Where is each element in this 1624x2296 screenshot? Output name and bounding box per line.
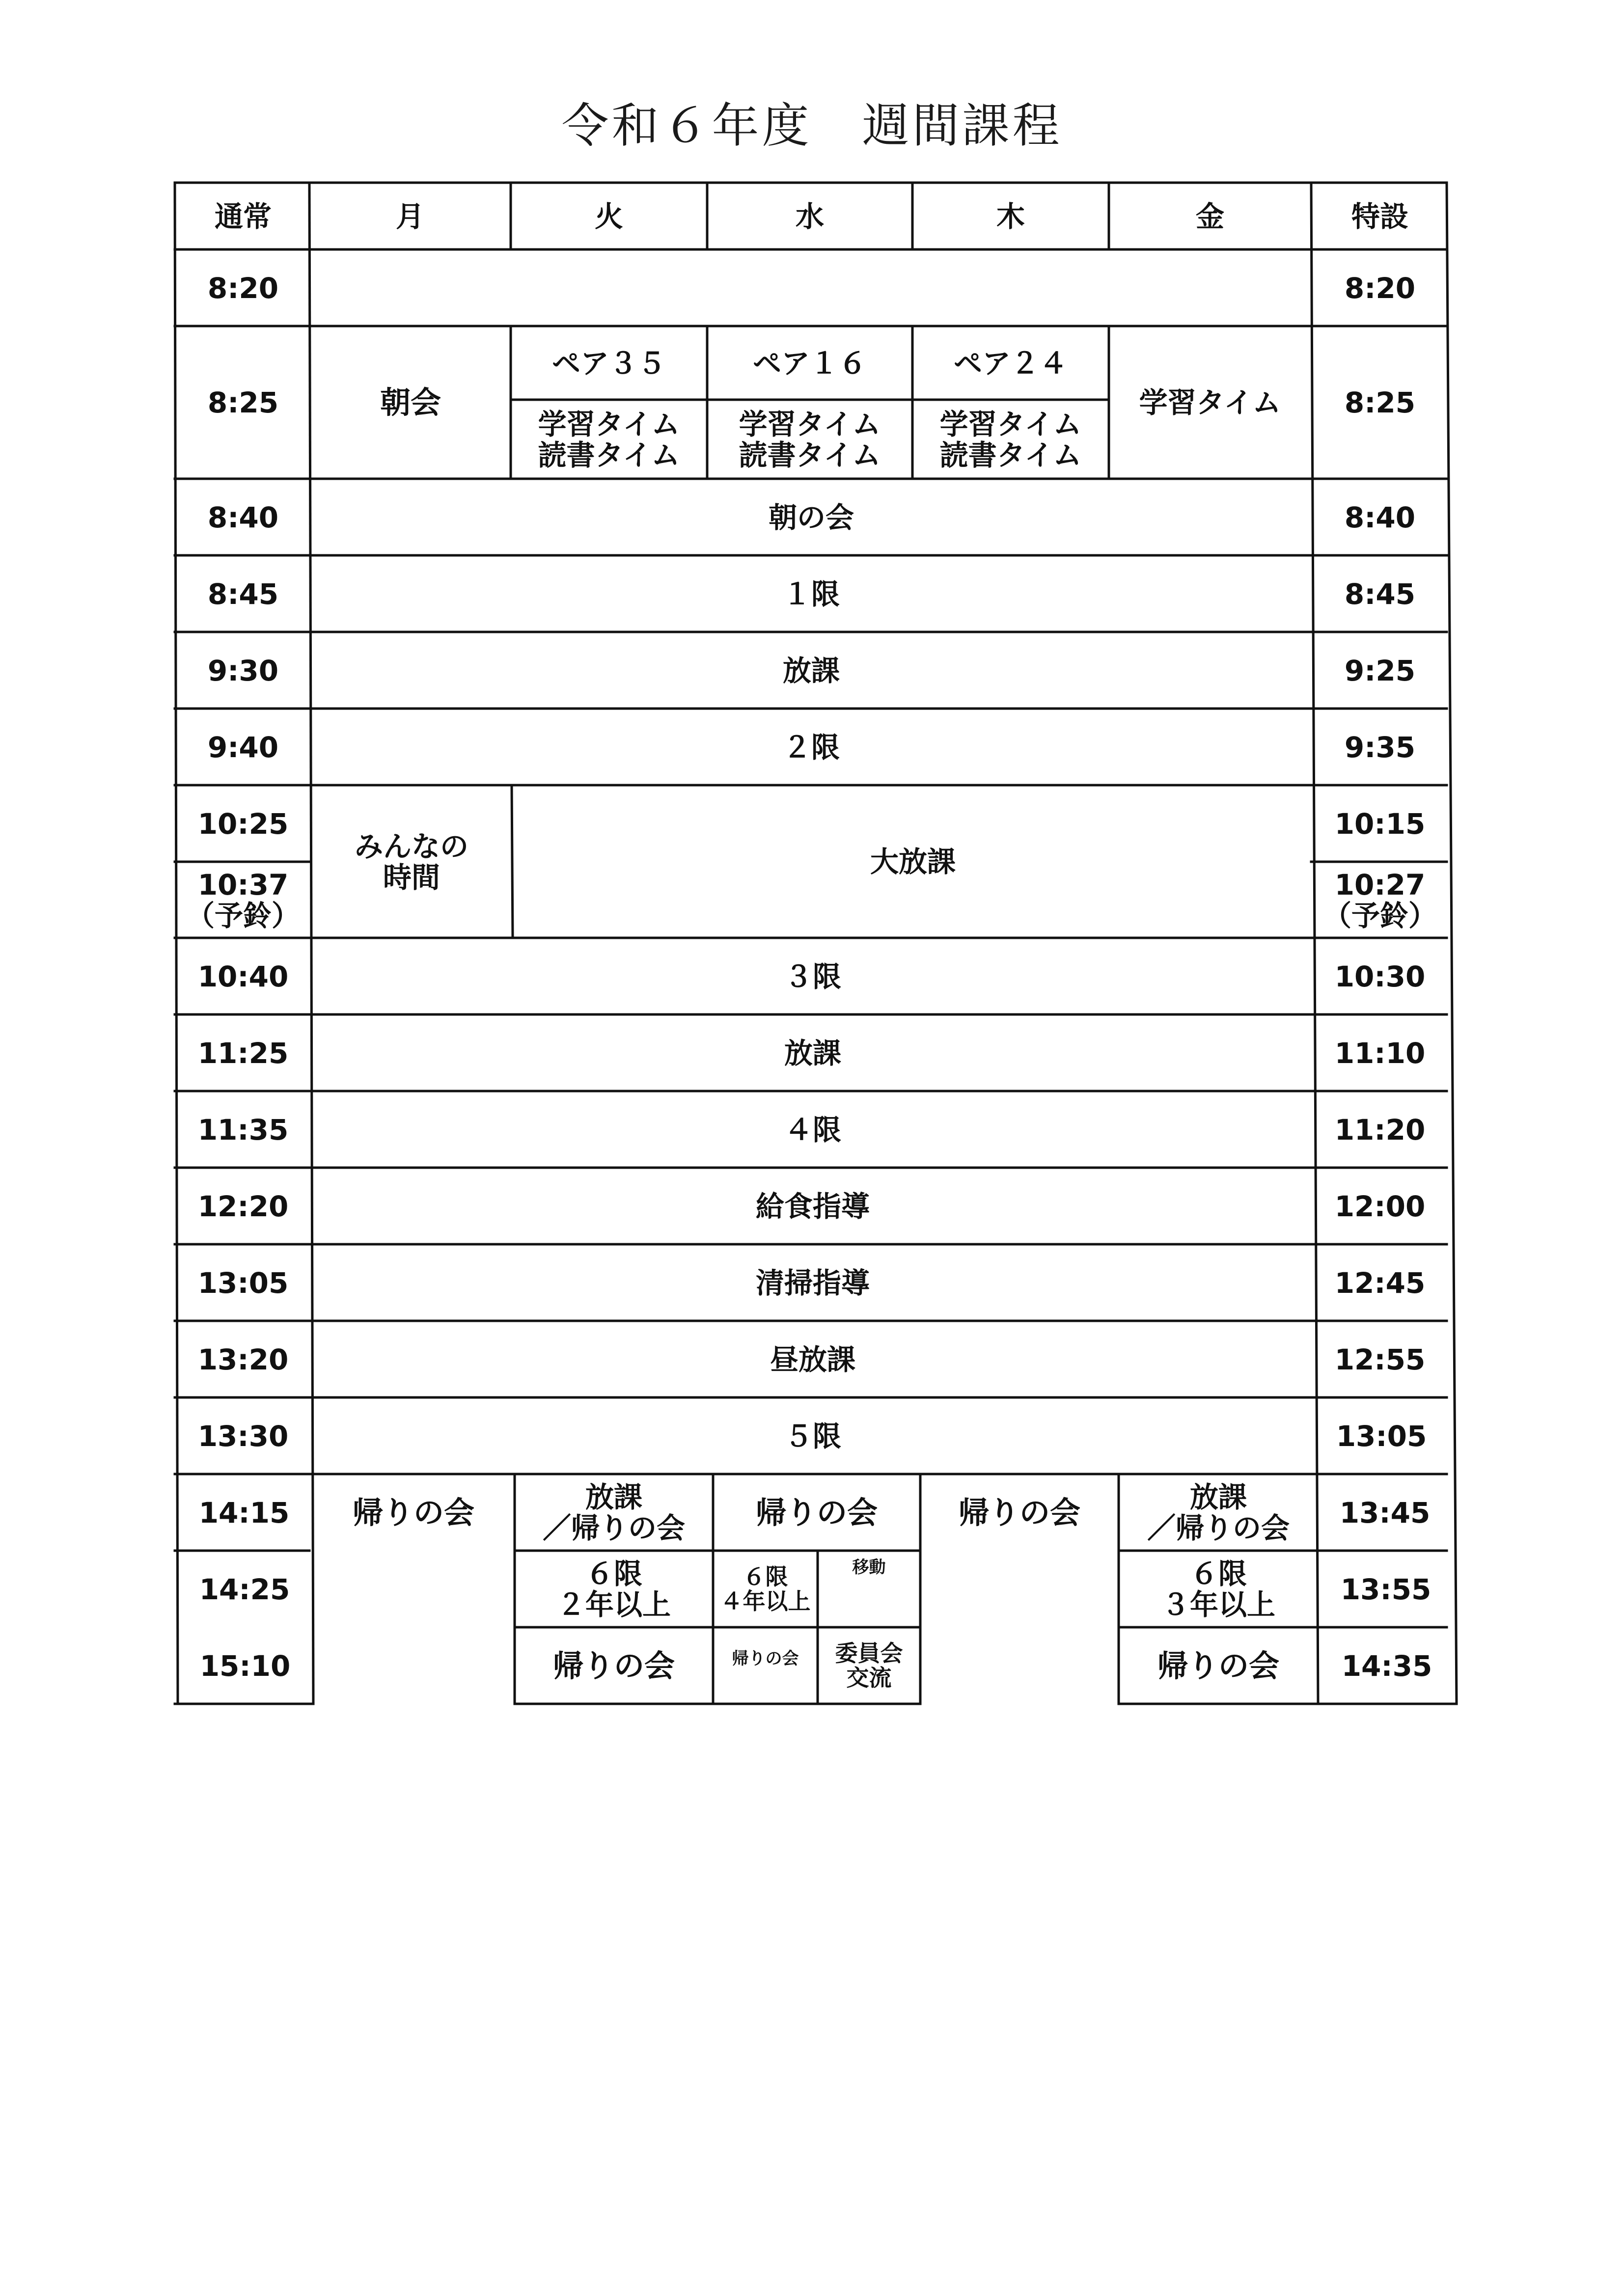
- time-special: 12:00: [1334, 1189, 1426, 1223]
- row-period-2: ２限: [782, 730, 840, 764]
- prebell-label: （予鈴）: [1322, 899, 1437, 932]
- time-regular: 8:20: [207, 271, 279, 305]
- time-special: 11:10: [1334, 1036, 1426, 1070]
- time-special: 9:25: [1344, 654, 1416, 687]
- time-special: 10:15: [1334, 807, 1426, 841]
- slash-homeroom-label: ／帰りの会: [1147, 1511, 1290, 1545]
- time-special: 9:35: [1344, 730, 1416, 764]
- wed-study-reading: [708, 401, 911, 479]
- mon-morning-assembly: 朝会: [380, 384, 441, 421]
- everyone-time-line2: 時間: [383, 860, 440, 894]
- break-label: 放課: [1189, 1480, 1247, 1514]
- time-regular: 13:05: [197, 1266, 289, 1300]
- time-regular-prebell: [177, 863, 309, 938]
- pair-24: ペア２４: [953, 346, 1068, 380]
- row-lunch-guidance: 給食指導: [755, 1189, 870, 1223]
- time-regular: 8:45: [207, 577, 279, 611]
- time-regular: 13:20: [197, 1342, 289, 1376]
- thu-homeroom-end: 帰りの会: [958, 1494, 1080, 1531]
- header-day-mon: 月: [395, 199, 424, 233]
- header-day-fri: 金: [1195, 199, 1224, 233]
- time-regular: 12:20: [197, 1189, 289, 1223]
- time-regular: 8:25: [207, 386, 279, 420]
- time-value: 10:27: [1334, 868, 1426, 902]
- row-morning-meeting: 朝の会: [768, 500, 854, 534]
- time-special: 13:45: [1339, 1496, 1431, 1530]
- period-6-label: ６限: [743, 1563, 788, 1590]
- time-regular: 13:30: [197, 1419, 289, 1453]
- grade-label: ３年以上: [1161, 1588, 1275, 1621]
- time-value: 10:37: [197, 868, 289, 902]
- mon-homeroom-end: 帰りの会: [352, 1494, 474, 1531]
- time-special: 11:20: [1334, 1113, 1426, 1147]
- tue-break-homeroom: [516, 1475, 712, 1551]
- wed-period-6: [714, 1552, 817, 1627]
- row-break-3: 放課: [784, 1036, 841, 1070]
- row-cleaning-guidance: 清掃指導: [755, 1266, 870, 1300]
- row-period-4: ４限: [784, 1113, 841, 1147]
- time-special: 8:40: [1344, 500, 1416, 534]
- row-big-break: 大放課: [870, 845, 956, 879]
- time-regular: 10:25: [197, 807, 289, 841]
- mon-everyone-time: [311, 786, 512, 938]
- header-day-wed: 水: [795, 199, 824, 233]
- time-regular: 14:15: [198, 1496, 290, 1530]
- time-special: 12:45: [1334, 1266, 1426, 1300]
- time-regular: 9:30: [207, 654, 279, 687]
- time-regular: 9:40: [207, 730, 279, 764]
- pair-35: ペア３５: [551, 346, 666, 380]
- time-regular: 11:25: [197, 1036, 289, 1070]
- row-period-5: ５限: [784, 1419, 841, 1453]
- time-regular: 11:35: [197, 1113, 289, 1147]
- study-time-label: 学習タイム: [939, 407, 1082, 441]
- slash-homeroom-label: ／帰りの会: [542, 1511, 685, 1545]
- study-time-label: 学習タイム: [739, 407, 881, 441]
- row-period-3: ３限: [784, 959, 841, 993]
- page-title: 令和６年度 週間課程: [561, 98, 1063, 153]
- study-time-label: 学習タイム: [538, 407, 680, 441]
- wed-homeroom-end: 帰りの会: [755, 1494, 878, 1531]
- time-regular: 10:40: [197, 959, 289, 993]
- tue-homeroom-end: 帰りの会: [552, 1647, 675, 1684]
- grade-label: ４年以上: [720, 1588, 811, 1614]
- fri-period-6: [1120, 1552, 1317, 1627]
- reading-time-label: 読書タイム: [739, 438, 881, 472]
- time-special: 8:20: [1344, 271, 1416, 305]
- prebell-label: （予鈴）: [186, 899, 300, 932]
- tue-study-reading: [512, 401, 706, 479]
- tue-period-6: [516, 1552, 712, 1627]
- header-special: 特設: [1351, 199, 1408, 233]
- time-special: 13:05: [1336, 1419, 1427, 1453]
- time-special: 13:55: [1340, 1572, 1431, 1606]
- grade-label: ２年以上: [556, 1588, 671, 1621]
- time-special: 8:25: [1344, 386, 1416, 420]
- break-label: 放課: [585, 1480, 642, 1514]
- time-special: 8:45: [1344, 577, 1416, 611]
- period-6-label: ６限: [1189, 1557, 1247, 1591]
- period-6-label: ６限: [585, 1557, 642, 1591]
- header-day-tue: 火: [594, 199, 623, 233]
- time-regular: 15:10: [199, 1649, 291, 1683]
- exchange-label: 交流: [846, 1665, 892, 1691]
- reading-time-label: 読書タイム: [538, 438, 680, 472]
- everyone-time-line1: みんなの: [354, 829, 468, 863]
- fri-homeroom-end: 帰りの会: [1157, 1647, 1279, 1684]
- wed-move-label: 移動: [852, 1558, 886, 1577]
- wed-homeroom-small: 帰りの会: [732, 1649, 799, 1668]
- reading-time-label: 読書タイム: [939, 438, 1082, 472]
- pair-16: ペア１６: [752, 346, 867, 380]
- row-period-1: １限: [782, 577, 840, 611]
- time-special: 10:30: [1334, 959, 1426, 993]
- header-day-thu: 木: [996, 199, 1025, 233]
- fri-break-homeroom: [1120, 1475, 1317, 1551]
- row-break-1: 放課: [782, 654, 840, 687]
- row-noon-break: 昼放課: [770, 1342, 855, 1376]
- time-regular: 14:25: [199, 1572, 290, 1606]
- committee-label: 委員会: [835, 1640, 903, 1667]
- header-regular: 通常: [214, 199, 272, 233]
- time-regular: 8:40: [207, 500, 279, 534]
- time-special: 14:35: [1341, 1649, 1432, 1683]
- wed-committee-exchange: [819, 1628, 919, 1704]
- time-special-prebell: [1312, 863, 1448, 938]
- time-special: 12:55: [1334, 1342, 1426, 1376]
- fri-study-time: 学習タイム: [1139, 386, 1281, 420]
- thu-study-reading: [913, 401, 1108, 479]
